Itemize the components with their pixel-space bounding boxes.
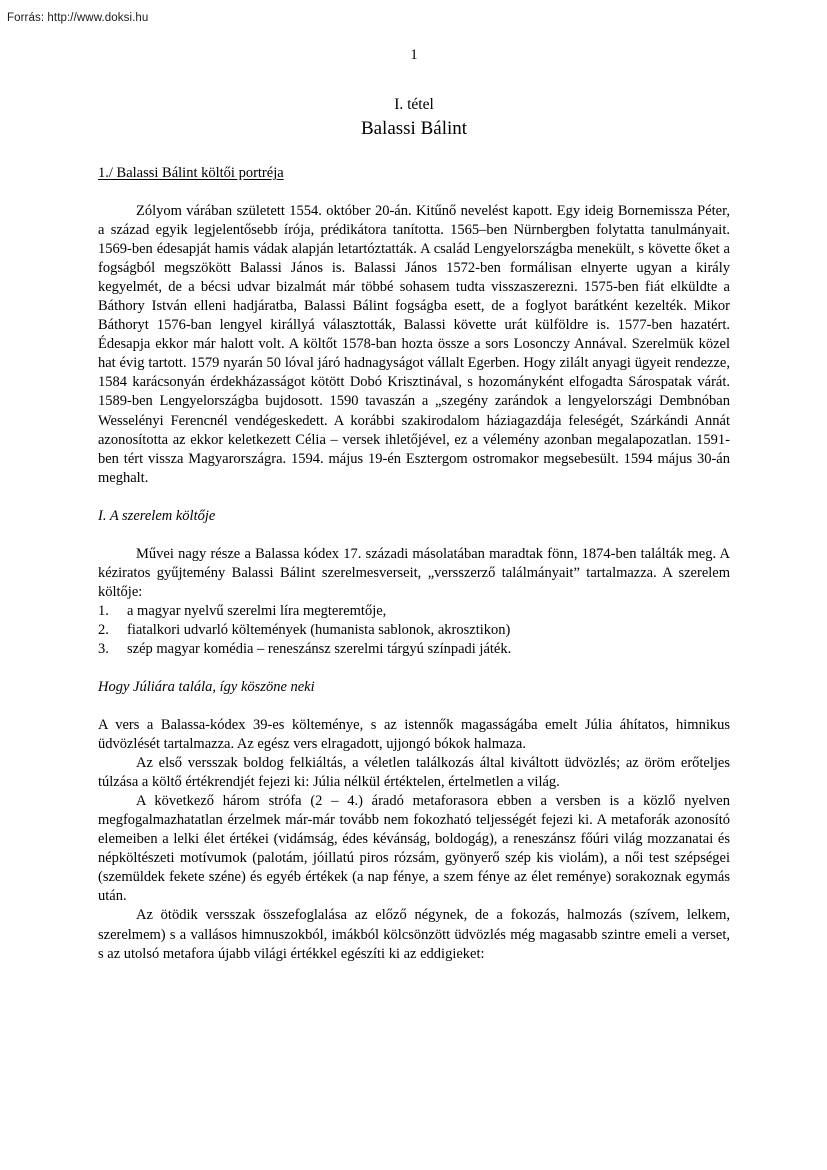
page-number: 1 bbox=[410, 47, 418, 63]
list-item bbox=[98, 640, 730, 659]
section-heading-love-poet: I. A szerelem költője bbox=[98, 507, 216, 524]
list-item-number: 3. bbox=[98, 640, 109, 657]
paragraph-love-poet: Művei nagy része a Balassa kódex 17. századi másolatában maradtak fönn, 1874-ben találták meg. A kéziratos gyűjtemény Balassi Bálint szerelmesverseit, „versszerző találmányait” tartalmazza. A szerelem költője: bbox=[98, 545, 730, 600]
title-line-2: Balassi Bálint bbox=[360, 118, 468, 139]
paragraph-portrait: Zólyom várában született 1554. október 20-án. Kitűnő nevelést kapott. Egy ideig Bornemissza Péter, a század egyik legjelentősebb írója, prédikátora tanította. 1565–ben Nürnbergben folytatta tanulmányait. 1569-ben édesapját hamis vádak alapján letartóztatták. A család Lengyelországba menekült, s követte őket a fogságból megszökött Balassi János is. Balassi János 1572-ben formálisan elnyerte ugyan a király kegyelmét, de a bécsi udvar bizalmát már többé sohasem tudta visszaszerezni. 1575-ben fiát elküldte a Báthory István elleni hadjáratba, Balassi Bálint fogságba esett, de a foglyot barátként kezelték. Mikor Báthoryt 1576-ban lengyel királlyá választották, Balassi követte urát külföldre is. 1577-ben hazatért. Édesapja ekkor már halott volt. A költőt 1578-ban hozta össze a sors Losonczy Annával. Szerelmük közel hat évig tartott. 1579 nyarán 50 lóval járó hadnagyságot vállalt Egerben. Hogy zilált anyagi ügyeit rendezze, 1584 karácsonyán érdekházasságot kötött Dobó Krisztinával, s hozományként elfogadta Sárospatak várát. 1589-ben Lengyelországba bujdosott. 1590 tavaszán a „szegény zarándok a lengyelországi Dembnóban Wesselényi Ferencnél vendégeskedett. A korábbi szakirodalom háziagazdája feleségét, Szárkándi Annát azonosította az ekkor keletkezett Célia – versek ihletőjével, ez a vélemény azonban megalapozatlan. 1591-ben tért vissza Magyarországra. 1594. május 19-én Esztergom ostromakor megsebesült. 1594 május 30-án meghalt. bbox=[98, 203, 730, 486]
document-title bbox=[98, 94, 730, 141]
page-content bbox=[98, 0, 730, 964]
paragraph-poem-4: Az ötödik versszak összefoglalása az előző négynek, de a fokozás, halmozás (szívem, lelkem, szerelmem) s a vallásos himnuszokból, imákból kölcsönzött üdvözlés még magasabb szintre emeli a verset, s az utolsó metafora újabb világi értékkel egészíti ki az eddigieket: bbox=[98, 907, 730, 962]
list-item-label: fiatalkori udvarló költemények (humanista sablonok, akrosztikon) bbox=[127, 621, 511, 638]
section-heading-poem: Hogy Júliára talála, így köszöne neki bbox=[98, 678, 315, 695]
spacer bbox=[98, 183, 730, 202]
list-item-label: szép magyar komédia – reneszánsz szerelmi tárgyú színpadi játék. bbox=[127, 640, 512, 657]
spacer bbox=[98, 488, 730, 507]
list-item-label: a magyar nyelvű szerelmi líra megteremtője, bbox=[127, 602, 387, 619]
portrait-heading-wrap bbox=[98, 141, 730, 183]
paragraph-poem-1: A vers a Balassa-kódex 39-es költeménye, s az istennők magasságába emelt Júlia áhítatos, himnikus üdvözlését tartalmazza. Az egész vers elragadott, ujjongó bókok halmaza. bbox=[98, 716, 730, 753]
spacer bbox=[98, 697, 730, 716]
spacer bbox=[98, 526, 730, 545]
source-watermark: Forrás: http://www.doksi.hu bbox=[7, 12, 149, 24]
spacer bbox=[98, 659, 730, 678]
section-heading-portrait: 1./ Balassi Bálint költői portréja bbox=[98, 165, 284, 181]
list-item bbox=[98, 602, 730, 621]
paragraph-poem-3: A következő három strófa (2 – 4.) áradó metaforasora ebben a versben is a közlő nyelven megfogalmazhatatlan érzelmek már-már tovább nem fokozható teljességét fejezi ki. A metaforák azonosító elemeiben a lelki élet értékei (vidámság, édes kévánság, boldogág), a reneszánsz főúri világ mozzanatai és népköltészeti motívumok (palotám, jóillatú piros rózsám, gyönyerő szép kis violám), a női test szépségei (szemüldek fekete széne) és egyéb értékek (a nap fénye, a szem fénye az élet reménye) sorakoznak egymás után. bbox=[98, 793, 730, 905]
list-item-number: 2. bbox=[98, 621, 109, 638]
title-line-1: I. tétel bbox=[394, 96, 434, 113]
list-item-number: 1. bbox=[98, 602, 109, 619]
list-item bbox=[98, 621, 730, 640]
paragraph-poem-2: Az első versszak boldog felkiáltás, a véletlen találkozás által kiváltott üdvözlés; az öröm erőteljes túlzása a költő értékrendjét fejezi ki: Júlia nélkül értéktelen, értelmetlen a világ. bbox=[98, 755, 730, 791]
love-poet-list bbox=[98, 602, 730, 659]
